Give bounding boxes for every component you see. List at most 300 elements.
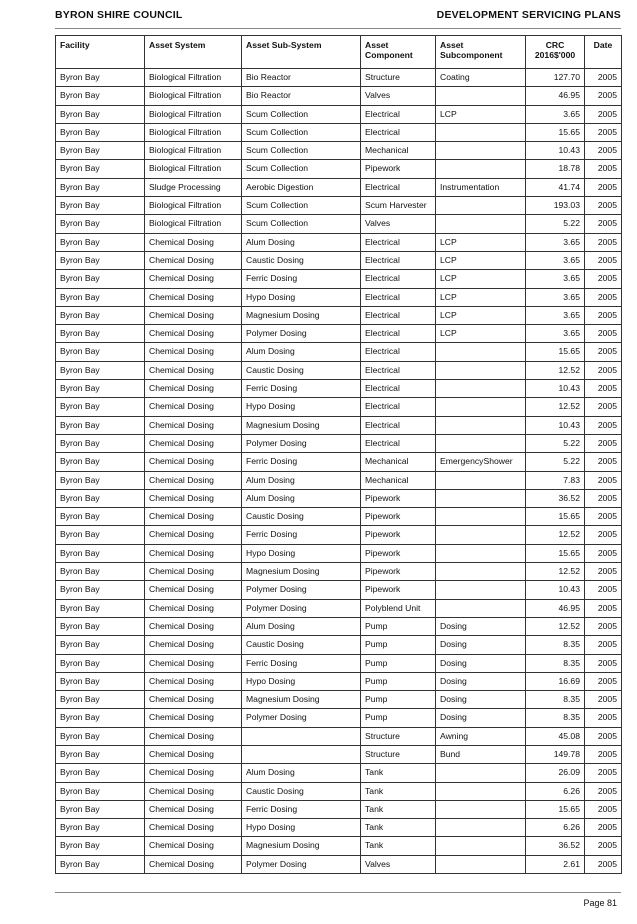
cell-asset-subcomponent	[436, 343, 526, 361]
cell-crc: 18.78	[526, 160, 585, 178]
cell-facility: Byron Bay	[56, 727, 145, 745]
cell-date: 2005	[585, 215, 622, 233]
cell-asset-component: Electrical	[361, 251, 436, 269]
cell-asset-component: Pipework	[361, 581, 436, 599]
cell-asset-subsystem: Ferric Dosing	[242, 654, 361, 672]
cell-date: 2005	[585, 434, 622, 452]
cell-date: 2005	[585, 581, 622, 599]
cell-asset-subcomponent	[436, 123, 526, 141]
cell-date: 2005	[585, 636, 622, 654]
cell-asset-subsystem: Ferric Dosing	[242, 800, 361, 818]
cell-asset-system: Chemical Dosing	[145, 471, 242, 489]
cell-date: 2005	[585, 563, 622, 581]
cell-asset-system: Chemical Dosing	[145, 819, 242, 837]
cell-asset-subcomponent: Dosing	[436, 617, 526, 635]
cell-facility: Byron Bay	[56, 489, 145, 507]
cell-asset-subcomponent	[436, 819, 526, 837]
cell-asset-subsystem: Alum Dosing	[242, 617, 361, 635]
table-row	[56, 727, 622, 745]
cell-crc: 6.26	[526, 819, 585, 837]
cell-crc: 12.52	[526, 526, 585, 544]
cell-date: 2005	[585, 270, 622, 288]
cell-asset-subcomponent	[436, 160, 526, 178]
cell-asset-system: Chemical Dosing	[145, 526, 242, 544]
table-row	[56, 398, 622, 416]
cell-asset-system: Biological Filtration	[145, 105, 242, 123]
cell-asset-subcomponent	[436, 764, 526, 782]
col-header-date: Date	[585, 36, 622, 69]
cell-asset-system: Chemical Dosing	[145, 855, 242, 873]
table-row	[56, 508, 622, 526]
cell-asset-subcomponent: LCP	[436, 325, 526, 343]
cell-crc: 149.78	[526, 745, 585, 763]
table-row	[56, 123, 622, 141]
cell-crc: 3.65	[526, 306, 585, 324]
col-header-asset-subcomponent: Asset Subcomponent	[436, 36, 526, 69]
cell-crc: 15.65	[526, 800, 585, 818]
cell-date: 2005	[585, 142, 622, 160]
cell-asset-system: Chemical Dosing	[145, 434, 242, 452]
cell-asset-subsystem: Hypo Dosing	[242, 672, 361, 690]
cell-facility: Byron Bay	[56, 654, 145, 672]
cell-date: 2005	[585, 617, 622, 635]
cell-asset-system: Biological Filtration	[145, 87, 242, 105]
table-row	[56, 581, 622, 599]
cell-asset-subsystem: Alum Dosing	[242, 471, 361, 489]
cell-asset-subsystem: Ferric Dosing	[242, 453, 361, 471]
cell-asset-subcomponent: LCP	[436, 288, 526, 306]
cell-date: 2005	[585, 380, 622, 398]
table-row	[56, 782, 622, 800]
cell-asset-subcomponent	[436, 416, 526, 434]
cell-asset-subsystem: Scum Collection	[242, 215, 361, 233]
table-row	[56, 745, 622, 763]
cell-facility: Byron Bay	[56, 599, 145, 617]
cell-asset-component: Structure	[361, 69, 436, 87]
cell-asset-system: Sludge Processing	[145, 178, 242, 196]
cell-asset-subcomponent	[436, 197, 526, 215]
cell-facility: Byron Bay	[56, 837, 145, 855]
cell-asset-component: Mechanical	[361, 142, 436, 160]
table-row	[56, 636, 622, 654]
cell-asset-subcomponent	[436, 380, 526, 398]
cell-crc: 127.70	[526, 69, 585, 87]
cell-asset-system: Chemical Dosing	[145, 581, 242, 599]
cell-asset-subsystem: Alum Dosing	[242, 489, 361, 507]
cell-date: 2005	[585, 489, 622, 507]
cell-crc: 2.61	[526, 855, 585, 873]
cell-facility: Byron Bay	[56, 526, 145, 544]
cell-facility: Byron Bay	[56, 471, 145, 489]
cell-asset-subsystem	[242, 727, 361, 745]
cell-asset-subsystem: Alum Dosing	[242, 764, 361, 782]
cell-asset-subsystem: Hypo Dosing	[242, 819, 361, 837]
col-header-facility: Facility	[56, 36, 145, 69]
table-row	[56, 288, 622, 306]
cell-facility: Byron Bay	[56, 233, 145, 251]
cell-facility: Byron Bay	[56, 800, 145, 818]
page-header	[55, 9, 621, 27]
cell-asset-system: Biological Filtration	[145, 123, 242, 141]
cell-asset-subcomponent	[436, 398, 526, 416]
cell-asset-component: Pipework	[361, 544, 436, 562]
cell-crc: 10.43	[526, 581, 585, 599]
cell-facility: Byron Bay	[56, 764, 145, 782]
cell-crc: 3.65	[526, 105, 585, 123]
cell-asset-system: Chemical Dosing	[145, 636, 242, 654]
cell-asset-subcomponent	[436, 508, 526, 526]
cell-asset-system: Chemical Dosing	[145, 599, 242, 617]
cell-asset-system: Chemical Dosing	[145, 306, 242, 324]
cell-asset-system: Chemical Dosing	[145, 563, 242, 581]
cell-asset-subcomponent	[436, 434, 526, 452]
cell-asset-subcomponent	[436, 837, 526, 855]
cell-facility: Byron Bay	[56, 672, 145, 690]
table-row	[56, 105, 622, 123]
cell-asset-subcomponent: Dosing	[436, 636, 526, 654]
cell-date: 2005	[585, 837, 622, 855]
table-row	[56, 343, 622, 361]
cell-asset-subsystem: Aerobic Digestion	[242, 178, 361, 196]
cell-facility: Byron Bay	[56, 160, 145, 178]
cell-asset-component: Electrical	[361, 105, 436, 123]
table-row	[56, 526, 622, 544]
cell-asset-component: Electrical	[361, 325, 436, 343]
cell-asset-subsystem: Ferric Dosing	[242, 526, 361, 544]
cell-facility: Byron Bay	[56, 636, 145, 654]
cell-asset-component: Scum Harvester	[361, 197, 436, 215]
cell-asset-component: Valves	[361, 855, 436, 873]
cell-asset-component: Electrical	[361, 123, 436, 141]
table-row	[56, 453, 622, 471]
cell-asset-component: Tank	[361, 837, 436, 855]
table-row	[56, 434, 622, 452]
cell-asset-subsystem: Ferric Dosing	[242, 270, 361, 288]
cell-crc: 12.52	[526, 361, 585, 379]
cell-asset-subsystem: Caustic Dosing	[242, 636, 361, 654]
table-row	[56, 709, 622, 727]
cell-asset-subcomponent: LCP	[436, 306, 526, 324]
cell-crc: 8.35	[526, 691, 585, 709]
cell-date: 2005	[585, 123, 622, 141]
cell-asset-subcomponent	[436, 855, 526, 873]
cell-asset-subsystem: Polymer Dosing	[242, 325, 361, 343]
cell-asset-subcomponent	[436, 87, 526, 105]
cell-asset-system: Chemical Dosing	[145, 544, 242, 562]
table-row	[56, 270, 622, 288]
cell-facility: Byron Bay	[56, 691, 145, 709]
cell-asset-component: Tank	[361, 782, 436, 800]
cell-facility: Byron Bay	[56, 416, 145, 434]
cell-facility: Byron Bay	[56, 105, 145, 123]
cell-asset-component: Pump	[361, 617, 436, 635]
cell-crc: 26.09	[526, 764, 585, 782]
cell-asset-subsystem: Hypo Dosing	[242, 288, 361, 306]
cell-asset-system: Chemical Dosing	[145, 837, 242, 855]
cell-asset-system: Chemical Dosing	[145, 489, 242, 507]
cell-date: 2005	[585, 855, 622, 873]
table-body	[56, 69, 622, 874]
cell-asset-subcomponent: Coating	[436, 69, 526, 87]
cell-asset-component: Pump	[361, 691, 436, 709]
table-row	[56, 819, 622, 837]
cell-asset-subsystem: Hypo Dosing	[242, 398, 361, 416]
cell-facility: Byron Bay	[56, 142, 145, 160]
cell-date: 2005	[585, 306, 622, 324]
cell-asset-subcomponent: LCP	[436, 251, 526, 269]
cell-asset-system: Chemical Dosing	[145, 416, 242, 434]
cell-asset-subcomponent: Dosing	[436, 709, 526, 727]
cell-date: 2005	[585, 87, 622, 105]
table-row	[56, 544, 622, 562]
cell-asset-subcomponent	[436, 142, 526, 160]
cell-crc: 41.74	[526, 178, 585, 196]
cell-crc: 8.35	[526, 654, 585, 672]
cell-facility: Byron Bay	[56, 288, 145, 306]
cell-crc: 46.95	[526, 87, 585, 105]
table-row	[56, 672, 622, 690]
cell-asset-subsystem: Bio Reactor	[242, 69, 361, 87]
table-row	[56, 855, 622, 873]
header-divider	[55, 28, 621, 29]
cell-facility: Byron Bay	[56, 581, 145, 599]
cell-crc: 3.65	[526, 325, 585, 343]
cell-facility: Byron Bay	[56, 508, 145, 526]
cell-date: 2005	[585, 325, 622, 343]
cell-facility: Byron Bay	[56, 123, 145, 141]
organization-name: BYRON SHIRE COUNCIL	[55, 9, 183, 21]
table-row	[56, 197, 622, 215]
cell-crc: 15.65	[526, 544, 585, 562]
cell-crc: 193.03	[526, 197, 585, 215]
cell-facility: Byron Bay	[56, 819, 145, 837]
cell-asset-system: Chemical Dosing	[145, 727, 242, 745]
cell-crc: 15.65	[526, 123, 585, 141]
cell-facility: Byron Bay	[56, 709, 145, 727]
cell-asset-component: Electrical	[361, 380, 436, 398]
cell-asset-component: Valves	[361, 87, 436, 105]
cell-crc: 15.65	[526, 508, 585, 526]
cell-crc: 5.22	[526, 453, 585, 471]
cell-crc: 10.43	[526, 142, 585, 160]
cell-asset-system: Chemical Dosing	[145, 691, 242, 709]
table-row	[56, 617, 622, 635]
cell-facility: Byron Bay	[56, 306, 145, 324]
cell-asset-subcomponent: EmergencyShower	[436, 453, 526, 471]
cell-crc: 3.65	[526, 251, 585, 269]
cell-facility: Byron Bay	[56, 453, 145, 471]
cell-asset-subsystem: Ferric Dosing	[242, 380, 361, 398]
cell-asset-subcomponent	[436, 599, 526, 617]
cell-asset-subcomponent: Bund	[436, 745, 526, 763]
cell-asset-subsystem: Polymer Dosing	[242, 434, 361, 452]
cell-asset-subsystem	[242, 745, 361, 763]
cell-date: 2005	[585, 599, 622, 617]
cell-asset-component: Electrical	[361, 398, 436, 416]
cell-asset-component: Electrical	[361, 343, 436, 361]
cell-date: 2005	[585, 654, 622, 672]
col-header-crc: CRC 2016$'000	[526, 36, 585, 69]
cell-asset-subsystem: Magnesium Dosing	[242, 563, 361, 581]
cell-crc: 12.52	[526, 617, 585, 635]
cell-asset-system: Chemical Dosing	[145, 343, 242, 361]
cell-asset-subsystem: Caustic Dosing	[242, 251, 361, 269]
cell-asset-component: Pipework	[361, 508, 436, 526]
cell-asset-subcomponent: Dosing	[436, 654, 526, 672]
cell-asset-subcomponent: Dosing	[436, 691, 526, 709]
cell-facility: Byron Bay	[56, 398, 145, 416]
cell-date: 2005	[585, 672, 622, 690]
cell-crc: 10.43	[526, 416, 585, 434]
cell-asset-component: Pump	[361, 672, 436, 690]
cell-date: 2005	[585, 727, 622, 745]
cell-date: 2005	[585, 361, 622, 379]
cell-asset-component: Structure	[361, 727, 436, 745]
table-row	[56, 800, 622, 818]
table-row	[56, 599, 622, 617]
cell-asset-subsystem: Magnesium Dosing	[242, 416, 361, 434]
cell-crc: 8.35	[526, 709, 585, 727]
cell-facility: Byron Bay	[56, 782, 145, 800]
cell-asset-subcomponent: Instrumentation	[436, 178, 526, 196]
cell-facility: Byron Bay	[56, 69, 145, 87]
cell-asset-component: Tank	[361, 819, 436, 837]
cell-asset-component: Pump	[361, 636, 436, 654]
cell-asset-subcomponent: Awning	[436, 727, 526, 745]
cell-asset-subsystem: Scum Collection	[242, 197, 361, 215]
table-row	[56, 215, 622, 233]
cell-asset-subsystem: Polymer Dosing	[242, 709, 361, 727]
cell-asset-component: Electrical	[361, 361, 436, 379]
cell-asset-component: Polyblend Unit	[361, 599, 436, 617]
table-row	[56, 654, 622, 672]
cell-asset-subcomponent	[436, 782, 526, 800]
cell-asset-component: Electrical	[361, 270, 436, 288]
cell-crc: 7.83	[526, 471, 585, 489]
cell-facility: Byron Bay	[56, 325, 145, 343]
cell-asset-subsystem: Hypo Dosing	[242, 544, 361, 562]
cell-asset-subcomponent: LCP	[436, 270, 526, 288]
cell-date: 2005	[585, 819, 622, 837]
col-header-asset-system: Asset System	[145, 36, 242, 69]
cell-date: 2005	[585, 416, 622, 434]
cell-asset-component: Pump	[361, 654, 436, 672]
cell-date: 2005	[585, 691, 622, 709]
cell-asset-component: Electrical	[361, 434, 436, 452]
cell-facility: Byron Bay	[56, 343, 145, 361]
cell-asset-system: Biological Filtration	[145, 197, 242, 215]
cell-asset-subcomponent	[436, 563, 526, 581]
cell-asset-component: Structure	[361, 745, 436, 763]
cell-facility: Byron Bay	[56, 563, 145, 581]
cell-asset-subsystem: Polymer Dosing	[242, 599, 361, 617]
document-title: DEVELOPMENT SERVICING PLANS	[436, 9, 621, 21]
table-row	[56, 361, 622, 379]
cell-asset-system: Chemical Dosing	[145, 709, 242, 727]
cell-asset-component: Pipework	[361, 160, 436, 178]
table-row	[56, 178, 622, 196]
cell-date: 2005	[585, 178, 622, 196]
cell-asset-component: Electrical	[361, 416, 436, 434]
asset-table	[55, 35, 622, 874]
cell-crc: 16.69	[526, 672, 585, 690]
cell-asset-component: Mechanical	[361, 471, 436, 489]
cell-asset-subsystem: Caustic Dosing	[242, 508, 361, 526]
cell-asset-subcomponent: LCP	[436, 105, 526, 123]
cell-facility: Byron Bay	[56, 745, 145, 763]
cell-asset-subcomponent: Dosing	[436, 672, 526, 690]
cell-asset-subsystem: Alum Dosing	[242, 343, 361, 361]
cell-asset-system: Chemical Dosing	[145, 782, 242, 800]
cell-asset-subcomponent	[436, 215, 526, 233]
cell-asset-subcomponent	[436, 581, 526, 599]
table-row	[56, 160, 622, 178]
cell-asset-component: Pipework	[361, 489, 436, 507]
cell-asset-system: Chemical Dosing	[145, 453, 242, 471]
cell-asset-subcomponent	[436, 526, 526, 544]
table-row	[56, 306, 622, 324]
cell-asset-system: Chemical Dosing	[145, 654, 242, 672]
cell-asset-system: Chemical Dosing	[145, 380, 242, 398]
cell-asset-system: Chemical Dosing	[145, 325, 242, 343]
table-header-row	[56, 36, 622, 69]
table-row	[56, 251, 622, 269]
cell-asset-subsystem: Scum Collection	[242, 105, 361, 123]
cell-asset-system: Chemical Dosing	[145, 764, 242, 782]
cell-asset-subcomponent	[436, 471, 526, 489]
table-row	[56, 691, 622, 709]
cell-crc: 5.22	[526, 434, 585, 452]
cell-facility: Byron Bay	[56, 361, 145, 379]
cell-asset-subsystem: Polymer Dosing	[242, 855, 361, 873]
table-row	[56, 471, 622, 489]
cell-asset-component: Pipework	[361, 563, 436, 581]
cell-asset-component: Pump	[361, 709, 436, 727]
table-row	[56, 764, 622, 782]
cell-facility: Byron Bay	[56, 87, 145, 105]
cell-date: 2005	[585, 764, 622, 782]
table-row	[56, 325, 622, 343]
cell-date: 2005	[585, 398, 622, 416]
cell-crc: 3.65	[526, 233, 585, 251]
cell-date: 2005	[585, 343, 622, 361]
cell-date: 2005	[585, 508, 622, 526]
footer-divider	[55, 892, 621, 893]
cell-asset-component: Electrical	[361, 288, 436, 306]
table-row	[56, 837, 622, 855]
cell-asset-subcomponent: LCP	[436, 233, 526, 251]
cell-date: 2005	[585, 233, 622, 251]
cell-asset-subsystem: Caustic Dosing	[242, 361, 361, 379]
cell-asset-subsystem: Magnesium Dosing	[242, 691, 361, 709]
cell-crc: 46.95	[526, 599, 585, 617]
cell-date: 2005	[585, 800, 622, 818]
table-row	[56, 416, 622, 434]
cell-asset-subcomponent	[436, 489, 526, 507]
cell-asset-component: Electrical	[361, 178, 436, 196]
cell-date: 2005	[585, 105, 622, 123]
cell-asset-system: Chemical Dosing	[145, 672, 242, 690]
cell-asset-subcomponent	[436, 361, 526, 379]
cell-asset-system: Chemical Dosing	[145, 361, 242, 379]
cell-asset-subsystem: Caustic Dosing	[242, 782, 361, 800]
cell-crc: 5.22	[526, 215, 585, 233]
cell-crc: 10.43	[526, 380, 585, 398]
table-row	[56, 563, 622, 581]
cell-crc: 6.26	[526, 782, 585, 800]
cell-facility: Byron Bay	[56, 178, 145, 196]
cell-crc: 15.65	[526, 343, 585, 361]
